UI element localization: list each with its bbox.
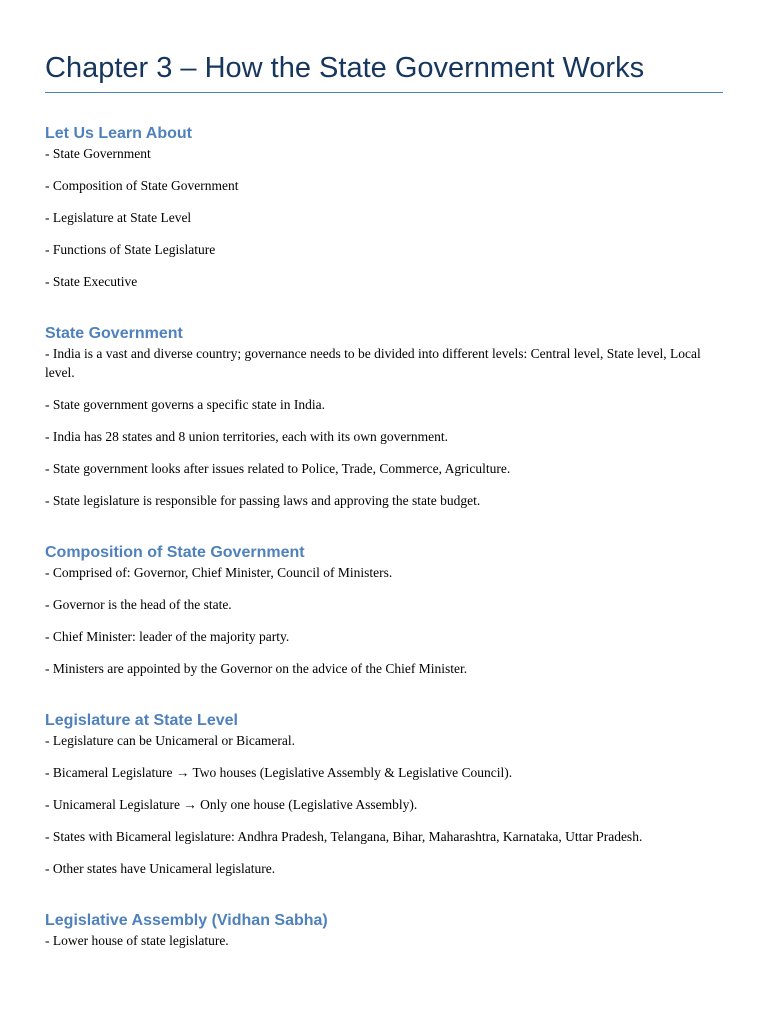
list-item: - India is a vast and diverse country; governance needs to be divided into different levels: Central level, State level, Local level. [45,346,701,380]
section-heading: Let Us Learn About [45,125,192,142]
list-item: - State government governs a specific state in India. [45,397,326,412]
section-composition [45,543,723,678]
document-page [45,0,723,950]
title-divider [45,92,723,93]
section-legislature [45,711,723,878]
list-item: - Governor is the head of the state. [45,597,232,612]
list-item: - Bicameral Legislature → Two houses (Legislative Assembly & Legislative Council). [45,765,513,780]
section-heading: State Government [45,325,183,342]
section-state-government [45,324,723,510]
section-legislative-assembly [45,911,723,950]
list-item: - Ministers are appointed by the Governor on the advice of the Chief Minister. [45,661,468,676]
list-item: - Unicameral Legislature → Only one house (Legislative Assembly). [45,797,418,812]
list-item: - Composition of State Government [45,178,239,193]
section-let-us-learn [45,124,723,291]
section-heading: Legislature at State Level [45,712,238,729]
list-item: - Other states have Unicameral legislature. [45,861,276,876]
list-item: - State legislature is responsible for passing laws and approving the state budget. [45,493,481,508]
page-title: Chapter 3 – How the State Government Works [45,52,645,84]
list-item: - Functions of State Legislature [45,242,216,257]
list-item: - State Executive [45,274,138,289]
list-item: - India has 28 states and 8 union territories, each with its own government. [45,429,449,444]
section-heading: Composition of State Government [45,544,305,561]
list-item: - State Government [45,146,151,161]
list-item: - Legislature can be Unicameral or Bicameral. [45,733,296,748]
section-heading: Legislative Assembly (Vidhan Sabha) [45,912,328,929]
list-item: - States with Bicameral legislature: Andhra Pradesh, Telangana, Bihar, Maharashtra, Karnataka, Uttar Pradesh. [45,829,643,844]
list-item: - Comprised of: Governor, Chief Minister, Council of Ministers. [45,565,393,580]
list-item: - State government looks after issues related to Police, Trade, Commerce, Agriculture. [45,461,511,476]
list-item: - Chief Minister: leader of the majority party. [45,629,290,644]
list-item: - Legislature at State Level [45,210,192,225]
list-item: - Lower house of state legislature. [45,933,229,948]
